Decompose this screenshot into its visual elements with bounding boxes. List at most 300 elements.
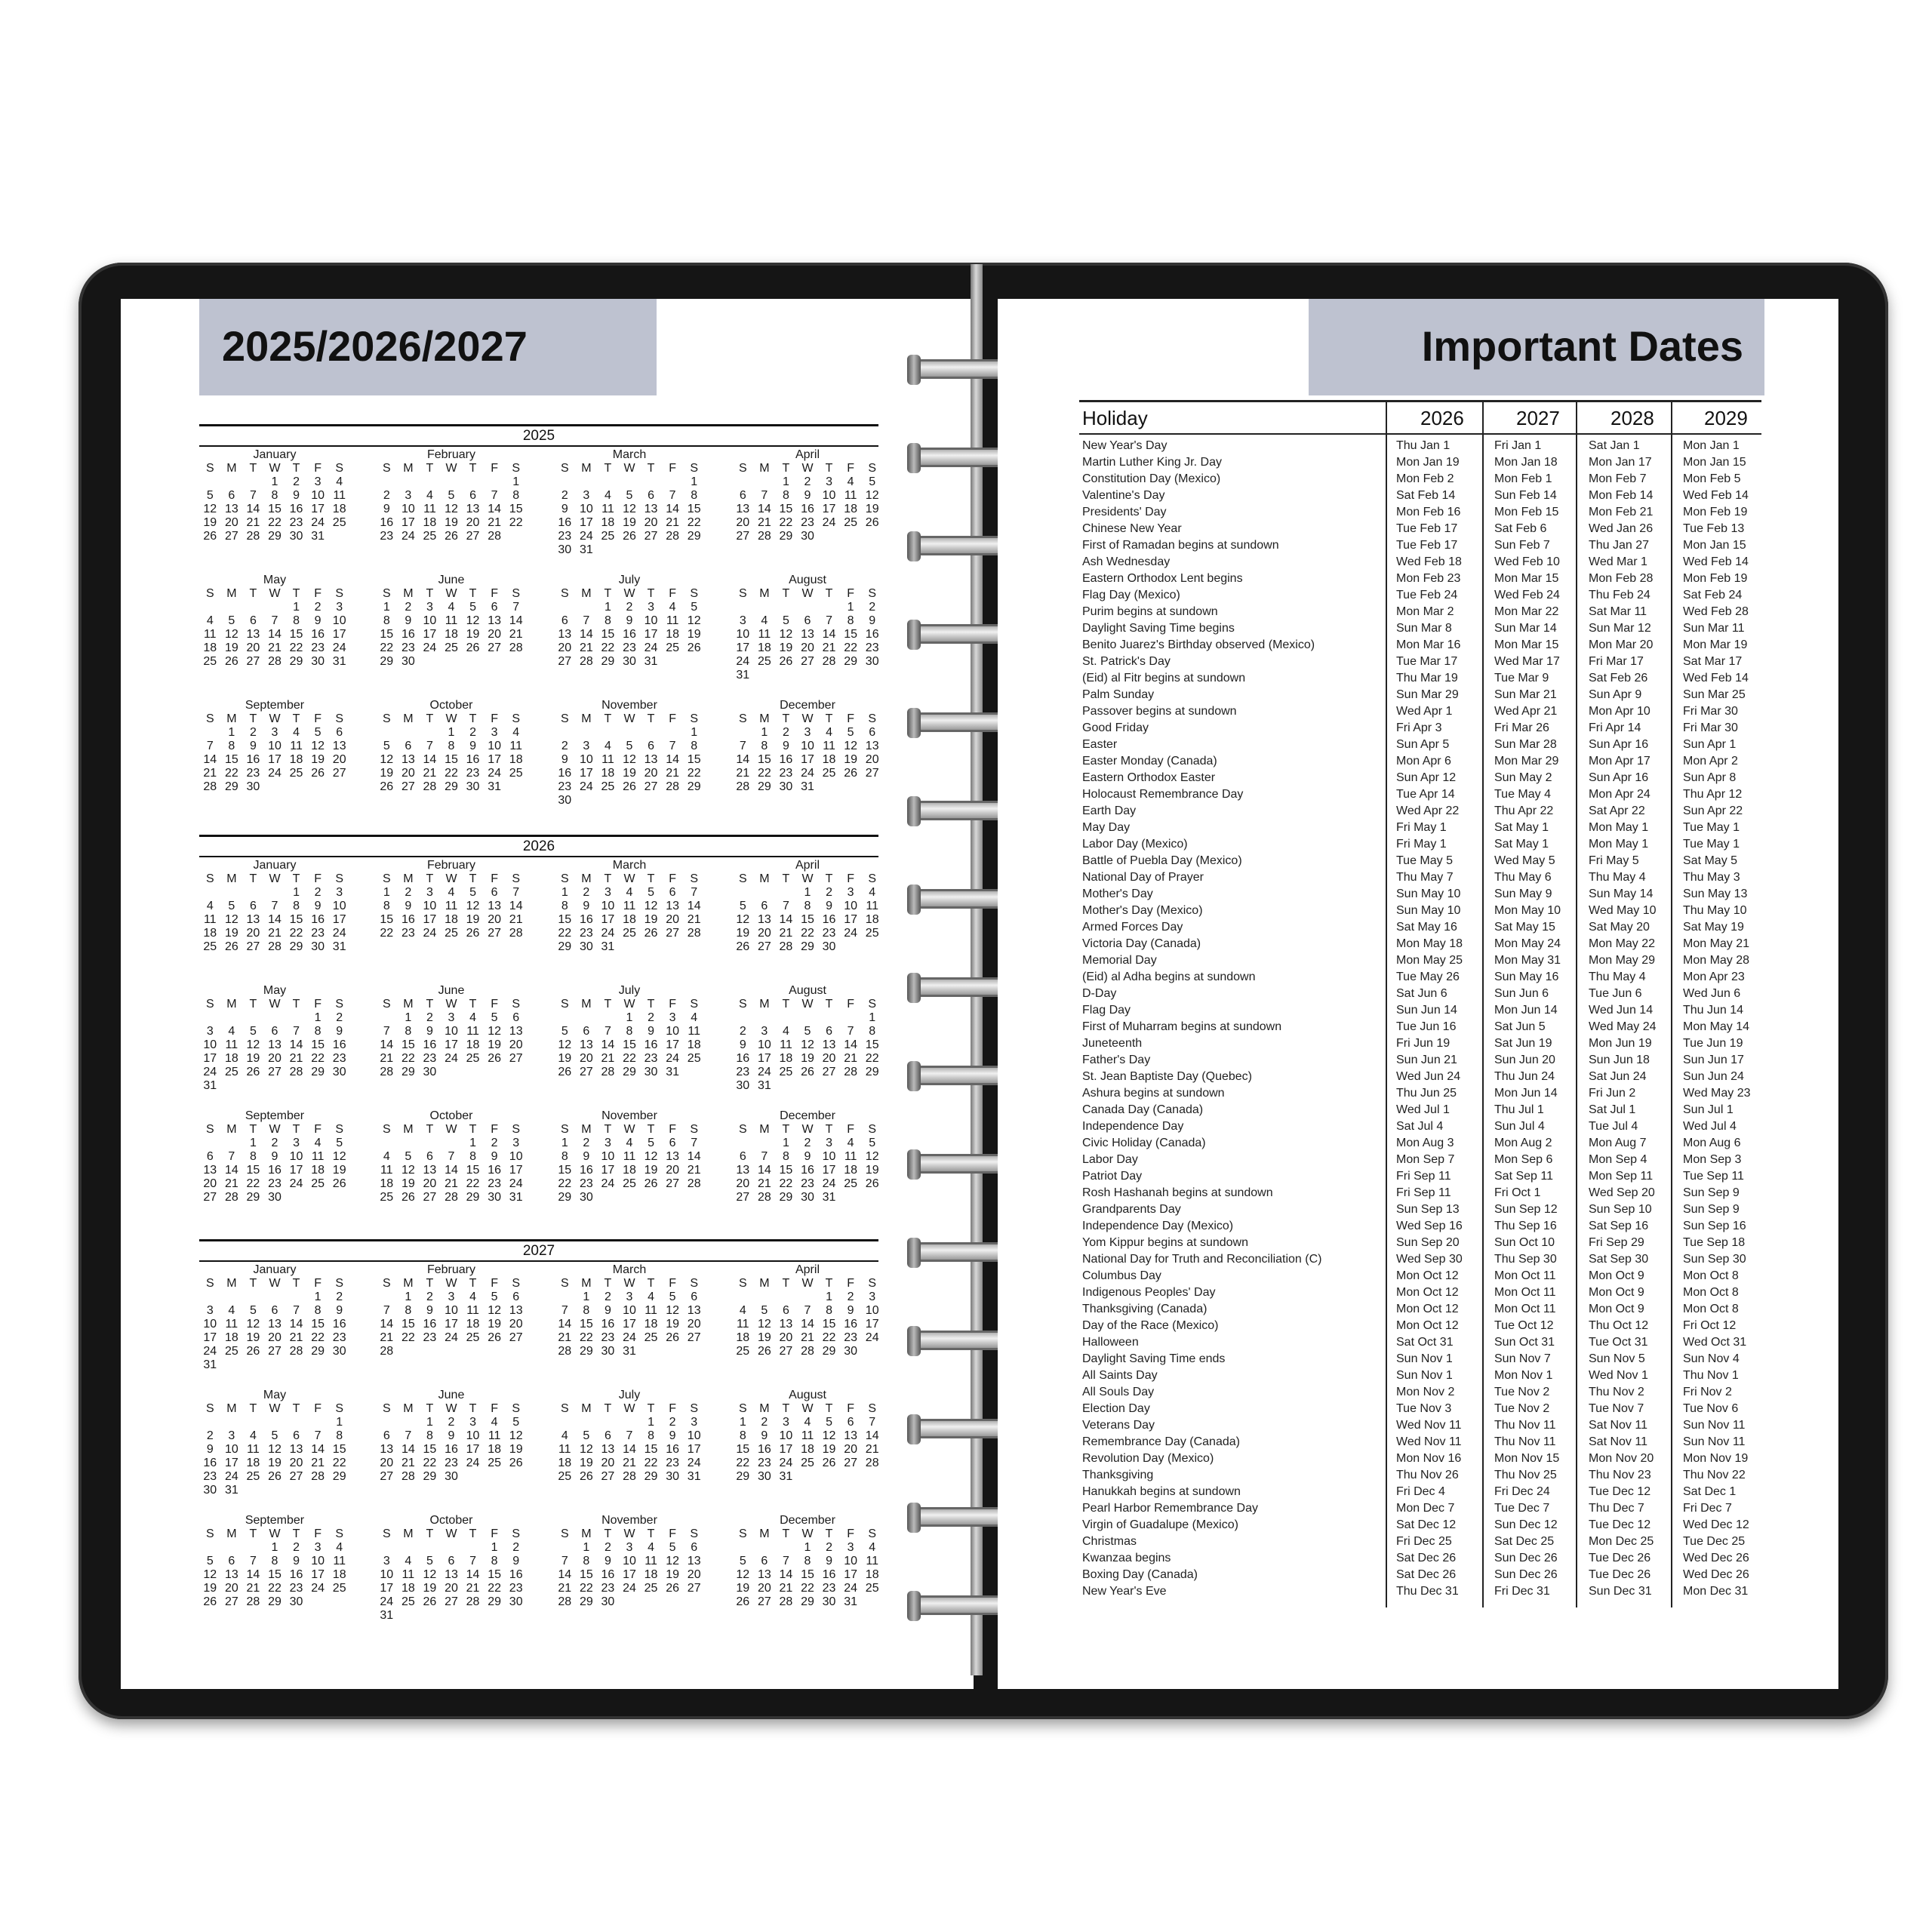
weekday-header: T	[647, 1527, 655, 1540]
day-number: 18	[332, 1568, 346, 1581]
day-number: 8	[761, 740, 768, 752]
weekday-header: W	[445, 1277, 457, 1290]
week-row	[376, 1025, 527, 1038]
date-2027: Mon Oct 11	[1494, 1286, 1556, 1299]
day-number: 30	[623, 655, 636, 668]
day-number: 17	[865, 1318, 879, 1331]
week-row	[199, 1025, 350, 1038]
day-number: 3	[604, 886, 611, 899]
day-number: 14	[801, 1318, 814, 1331]
empty-day	[754, 601, 776, 614]
week-row	[376, 1066, 527, 1079]
day-number: 5	[826, 1416, 833, 1429]
day-number: 8	[782, 1150, 789, 1163]
day-number: 8	[383, 900, 390, 912]
day-number: 6	[512, 1011, 520, 1024]
weekday-header: S	[205, 998, 214, 1011]
day-number: 29	[779, 530, 793, 543]
date-2029: Sat May 5	[1683, 854, 1738, 867]
day-number: 1	[691, 475, 698, 488]
empty-day	[484, 1066, 506, 1079]
day-number: 27	[466, 530, 480, 543]
day-number: 10	[488, 740, 502, 752]
week-row	[732, 1291, 883, 1304]
month-name: May	[263, 574, 287, 586]
empty-day	[797, 1470, 819, 1484]
empty-day	[619, 726, 641, 740]
empty-day	[398, 1345, 420, 1358]
week-row	[199, 913, 350, 927]
month-name: April	[795, 1263, 820, 1276]
month-name: January	[253, 859, 297, 872]
day-number: 31	[666, 1066, 680, 1078]
weekday-header: S	[205, 1402, 214, 1415]
day-number: 27	[509, 1052, 523, 1065]
weekday-header: S	[512, 1402, 521, 1415]
weekday-header: S	[560, 462, 569, 475]
day-number: 6	[271, 1304, 278, 1317]
empty-day	[221, 475, 243, 489]
day-number: 30	[579, 940, 593, 953]
day-number: 26	[687, 641, 701, 654]
day-number: 10	[268, 740, 281, 752]
day-number: 15	[466, 1164, 480, 1177]
date-2028: Mon May 1	[1589, 838, 1649, 851]
empty-day	[861, 940, 883, 954]
date-2026: Sat May 16	[1396, 921, 1457, 934]
day-number: 28	[268, 940, 281, 953]
empty-day	[576, 475, 598, 489]
date-2027: Mon Nov 15	[1494, 1452, 1560, 1465]
month-name: July	[618, 574, 641, 586]
day-number: 16	[311, 913, 325, 926]
day-number: 24	[601, 1177, 615, 1190]
day-number: 29	[380, 655, 394, 668]
empty-day	[554, 1011, 576, 1025]
date-2027: Mon Oct 11	[1494, 1303, 1556, 1315]
date-2028: Sun Apr 16	[1589, 771, 1649, 784]
week-row	[554, 1291, 705, 1304]
day-number: 15	[558, 1164, 572, 1177]
day-number: 26	[579, 1470, 593, 1483]
holiday-name: Battle of Puebla Day (Mexico)	[1082, 854, 1242, 867]
table-row	[1079, 770, 1761, 786]
weekday-header: S	[738, 587, 747, 600]
weekday-header: T	[469, 587, 477, 600]
day-number: 27	[736, 530, 750, 543]
day-number: 30	[401, 655, 415, 668]
empty-day	[242, 1416, 264, 1429]
month-name: June	[438, 1389, 465, 1401]
date-2028: Sun Mar 12	[1589, 622, 1651, 635]
week-row	[732, 1177, 883, 1191]
day-number: 27	[401, 780, 415, 793]
empty-day	[441, 475, 463, 489]
table-row	[1079, 1434, 1761, 1451]
day-number: 25	[844, 1177, 858, 1190]
table-row	[1079, 604, 1761, 620]
day-number: 16	[558, 516, 572, 529]
day-number: 7	[405, 1429, 412, 1442]
empty-day	[597, 475, 619, 489]
empty-day	[441, 1345, 463, 1358]
day-number: 13	[687, 1304, 701, 1317]
weekday-header: M	[759, 587, 770, 600]
date-2029: Sun Apr 8	[1683, 771, 1737, 784]
day-number: 11	[866, 1555, 878, 1567]
weekday-header: F	[669, 712, 677, 725]
empty-day	[576, 1416, 598, 1429]
day-number: 8	[448, 740, 455, 752]
day-number: 10	[779, 1429, 793, 1442]
date-2027: Sun Oct 31	[1494, 1336, 1555, 1349]
date-2029: Mon Feb 5	[1683, 472, 1741, 485]
empty-day	[554, 475, 576, 489]
weekday-header: S	[560, 1527, 569, 1540]
day-number: 28	[801, 1345, 814, 1358]
day-number: 2	[804, 475, 811, 488]
week-row	[732, 1429, 883, 1443]
day-number: 10	[623, 1555, 636, 1567]
empty-day	[505, 655, 527, 669]
empty-day	[221, 1416, 243, 1429]
weekday-header-row	[732, 462, 883, 475]
day-number: 24	[401, 530, 415, 543]
mini-month	[554, 859, 705, 954]
mini-month	[732, 1109, 883, 1204]
empty-day	[732, 601, 754, 614]
week-row	[376, 1291, 527, 1304]
date-2026: Sat Feb 14	[1396, 489, 1456, 502]
day-number: 2	[561, 740, 568, 752]
day-number: 9	[804, 489, 811, 502]
day-number: 3	[847, 1541, 854, 1554]
day-number: 9	[314, 614, 321, 627]
day-number: 27	[801, 655, 814, 668]
day-number: 20	[401, 767, 415, 780]
day-number: 4	[626, 886, 633, 899]
week-row	[732, 1595, 883, 1609]
month-name: November	[601, 1109, 657, 1122]
day-number: 16	[289, 1568, 303, 1581]
day-number: 29	[445, 780, 458, 793]
day-number: 30	[666, 1470, 680, 1483]
holiday-name: Holocaust Remembrance Day	[1082, 788, 1244, 801]
week-row	[554, 1318, 705, 1331]
empty-day	[732, 886, 754, 900]
date-2028: Mon May 22	[1589, 937, 1656, 950]
date-2026: Wed Feb 18	[1396, 555, 1462, 568]
table-row	[1079, 1185, 1761, 1201]
weekday-header: W	[269, 587, 281, 600]
day-number: 5	[448, 489, 455, 502]
day-number: 12	[558, 1038, 572, 1051]
empty-day	[861, 780, 883, 794]
day-number: 17	[666, 1038, 680, 1051]
date-2027: Sun Nov 7	[1494, 1352, 1551, 1365]
day-number: 1	[228, 726, 235, 739]
day-number: 23	[801, 1177, 814, 1190]
date-2029: Thu Nov 22	[1683, 1469, 1746, 1481]
empty-day	[505, 1066, 527, 1079]
day-number: 13	[865, 740, 879, 752]
empty-day	[840, 940, 862, 954]
weekday-header: S	[205, 1527, 214, 1540]
year-divider	[199, 1260, 878, 1262]
mini-month	[732, 1389, 883, 1484]
week-row	[376, 1443, 527, 1457]
day-number: 10	[865, 1304, 879, 1317]
day-number: 29	[736, 1470, 750, 1483]
week-row	[732, 940, 883, 954]
week-row	[554, 1150, 705, 1164]
day-number: 24	[666, 1052, 680, 1065]
date-2028: Tue Oct 31	[1589, 1336, 1648, 1349]
year-band	[199, 424, 878, 444]
day-number: 9	[293, 1555, 300, 1567]
day-number: 24	[509, 1177, 523, 1190]
day-number: 16	[579, 913, 593, 926]
empty-day	[840, 1191, 862, 1204]
header-year: 2028	[1611, 407, 1654, 429]
date-2026: Sun Apr 12	[1396, 771, 1457, 784]
empty-day	[328, 1079, 350, 1093]
empty-day	[221, 886, 243, 900]
empty-day	[754, 669, 776, 682]
day-number: 13	[466, 503, 480, 515]
weekday-header: S	[868, 1277, 877, 1290]
day-number: 10	[801, 740, 814, 752]
date-2028: Mon Jun 19	[1589, 1037, 1652, 1050]
day-number: 13	[224, 1568, 238, 1581]
day-number: 20	[224, 1582, 238, 1595]
mini-month	[376, 1514, 527, 1623]
date-2029: Thu Nov 1	[1683, 1369, 1739, 1382]
day-number: 4	[869, 1541, 876, 1554]
day-number: 11	[645, 1304, 657, 1317]
day-number: 18	[822, 753, 836, 766]
empty-day	[640, 794, 662, 808]
day-number: 14	[687, 1150, 701, 1163]
day-number: 23	[558, 530, 572, 543]
weekday-header: W	[801, 1402, 814, 1415]
weekday-header: S	[512, 998, 521, 1011]
weekday-header: T	[604, 872, 612, 885]
week-row	[732, 927, 883, 940]
day-number: 20	[666, 1164, 680, 1177]
day-number: 14	[268, 913, 281, 926]
week-row	[732, 1038, 883, 1052]
week-row	[554, 1568, 705, 1582]
date-2029: Fri Dec 7	[1683, 1502, 1732, 1515]
date-2029: Wed Feb 14	[1683, 489, 1749, 502]
date-2026: Wed Apr 1	[1396, 705, 1453, 718]
day-number: 9	[491, 1150, 498, 1163]
table-row	[1079, 986, 1761, 1002]
day-number: 21	[466, 1582, 480, 1595]
day-number: 11	[333, 489, 346, 502]
weekday-header: T	[426, 998, 434, 1011]
table-top-rule	[1079, 400, 1761, 402]
day-number: 29	[488, 1595, 502, 1608]
day-number: 17	[601, 913, 615, 926]
empty-day	[264, 1011, 286, 1025]
day-number: 23	[666, 1457, 680, 1469]
empty-day	[818, 669, 840, 682]
holiday-name: Labor Day	[1082, 1153, 1138, 1166]
day-number: 20	[844, 1443, 858, 1456]
date-2026: Sun Jun 21	[1396, 1054, 1457, 1066]
day-number: 27	[687, 1331, 701, 1344]
day-number: 3	[293, 1137, 300, 1149]
weekday-header: M	[581, 712, 592, 725]
day-number: 12	[224, 913, 238, 926]
day-number: 6	[669, 1137, 676, 1149]
day-number: 6	[739, 489, 746, 502]
date-2028: Thu Oct 12	[1589, 1319, 1649, 1332]
week-row	[199, 1443, 350, 1457]
day-number: 27	[865, 767, 879, 780]
table-row	[1079, 1384, 1761, 1401]
day-number: 28	[779, 1595, 793, 1608]
weekday-header-row	[554, 1123, 705, 1137]
day-number: 5	[804, 1025, 811, 1038]
empty-day	[576, 794, 598, 808]
month-name: October	[429, 1514, 473, 1527]
day-number: 21	[401, 1457, 415, 1469]
day-number: 14	[757, 1164, 771, 1177]
ring-end	[907, 884, 921, 915]
week-row	[732, 516, 883, 530]
day-number: 15	[445, 753, 458, 766]
week-row	[732, 1345, 883, 1358]
day-number: 22	[401, 1052, 415, 1065]
table-row	[1079, 1152, 1761, 1168]
day-number: 4	[561, 1429, 568, 1442]
day-number: 29	[687, 780, 701, 793]
date-2027: Tue Nov 2	[1494, 1402, 1550, 1415]
weekday-header-row	[554, 1277, 705, 1291]
day-number: 15	[268, 1568, 281, 1581]
date-2028: Fri Jun 2	[1589, 1087, 1636, 1100]
weekday-header: S	[868, 998, 877, 1011]
week-row	[199, 1291, 350, 1304]
day-number: 13	[246, 913, 260, 926]
weekday-header: W	[801, 712, 814, 725]
week-row	[554, 1541, 705, 1555]
day-number: 22	[268, 1582, 281, 1595]
day-number: 25	[666, 641, 680, 654]
weekday-header: M	[759, 872, 770, 885]
date-2029: Sun Apr 22	[1683, 804, 1743, 817]
week-row	[376, 1416, 527, 1429]
week-row	[554, 1137, 705, 1150]
day-number: 11	[844, 489, 857, 502]
weekday-header: T	[426, 712, 434, 725]
day-number: 10	[466, 1429, 480, 1442]
day-number: 13	[687, 1555, 701, 1567]
day-number: 30	[601, 1595, 615, 1608]
empty-day	[797, 601, 819, 614]
empty-day	[619, 543, 641, 557]
date-2028: Thu Nov 2	[1589, 1386, 1644, 1398]
day-number: 23	[865, 641, 879, 654]
date-2027: Mon May 24	[1494, 937, 1561, 950]
week-row	[199, 1164, 350, 1177]
day-number: 29	[289, 940, 303, 953]
day-number: 8	[293, 614, 300, 627]
day-number: 4	[782, 1025, 789, 1038]
weekday-header: M	[226, 462, 237, 475]
day-number: 3	[491, 726, 498, 739]
day-number: 24	[736, 655, 750, 668]
date-2026: Wed Nov 11	[1396, 1435, 1462, 1448]
empty-day	[285, 1416, 307, 1429]
holiday-name: May Day	[1082, 821, 1131, 834]
holiday-name: Grandparents Day	[1082, 1203, 1181, 1216]
day-number: 19	[865, 1164, 879, 1177]
week-row	[376, 489, 527, 503]
week-row	[199, 1555, 350, 1568]
day-number: 5	[648, 1137, 655, 1149]
table-row	[1079, 720, 1761, 737]
week-row	[199, 780, 350, 794]
day-number: 30	[779, 780, 793, 793]
weekday-header: T	[647, 1402, 655, 1415]
empty-day	[861, 1345, 883, 1358]
weekday-header: M	[226, 1123, 237, 1136]
empty-day	[398, 1541, 420, 1555]
day-number: 22	[401, 1331, 415, 1344]
day-number: 29	[579, 1595, 593, 1608]
week-row	[199, 1191, 350, 1204]
day-number: 8	[804, 900, 811, 912]
day-number: 24	[268, 767, 281, 780]
holiday-name: Eastern Orthodox Easter	[1082, 771, 1216, 784]
weekday-header: S	[868, 712, 877, 725]
week-row	[554, 1191, 705, 1204]
day-number: 31	[509, 1191, 523, 1204]
day-number: 14	[380, 1318, 394, 1331]
day-number: 7	[826, 614, 833, 627]
table-row	[1079, 786, 1761, 803]
weekday-header: S	[738, 1527, 747, 1540]
day-number: 11	[225, 1038, 238, 1051]
day-number: 7	[293, 1025, 300, 1038]
day-number: 26	[736, 1595, 750, 1608]
day-number: 19	[203, 516, 217, 529]
day-number: 28	[466, 1595, 480, 1608]
weekday-header: S	[560, 1123, 569, 1136]
day-number: 18	[401, 1582, 415, 1595]
week-row	[376, 475, 527, 489]
date-2029: Sat Feb 24	[1683, 589, 1743, 601]
week-row	[554, 1038, 705, 1052]
date-2029: Mon Jan 15	[1683, 539, 1746, 552]
day-number: 16	[757, 1443, 771, 1456]
date-2028: Wed Mar 1	[1589, 555, 1647, 568]
day-number: 27	[488, 641, 502, 654]
weekday-header-row	[732, 587, 883, 601]
day-number: 1	[626, 1011, 633, 1024]
week-row	[199, 1470, 350, 1484]
day-number: 14	[579, 628, 593, 641]
day-number: 20	[488, 628, 502, 641]
day-number: 14	[865, 1429, 879, 1442]
day-number: 8	[739, 1429, 746, 1442]
day-number: 1	[271, 1541, 278, 1554]
day-number: 23	[445, 1457, 458, 1469]
